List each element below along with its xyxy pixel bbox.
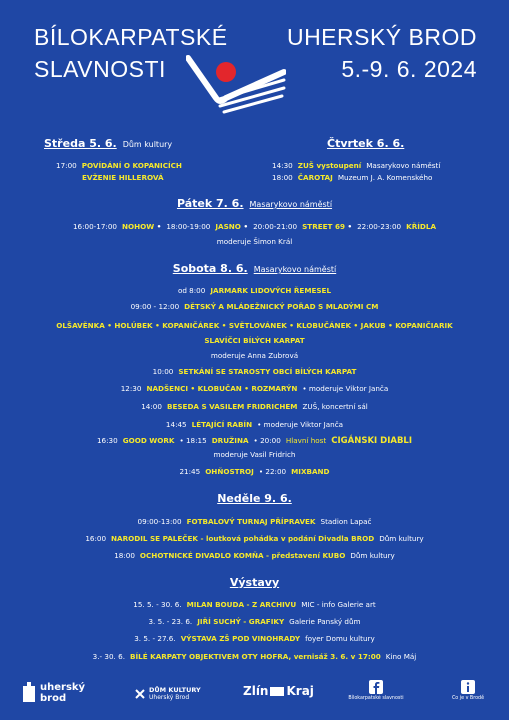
thursday-row-2 xyxy=(272,173,432,183)
event-name: NOHOW xyxy=(122,222,155,231)
event-name: BESEDA S VASILEM FRIDRICHEM xyxy=(166,402,298,411)
section-saturday xyxy=(0,262,509,275)
event-name: ČAROTAJ xyxy=(297,173,333,182)
facebook-icon xyxy=(369,680,383,694)
saturday-row-10 xyxy=(0,436,509,446)
event-time: 16:00 xyxy=(85,534,107,543)
friday-title: Pátek 7. 6. xyxy=(176,197,244,210)
wednesday-venue: Dům kultury xyxy=(122,140,173,149)
moderator-text: • moderuje Viktor Janča xyxy=(257,420,344,429)
saturday-row-3 xyxy=(0,321,509,331)
wednesday-row-1 xyxy=(56,161,182,171)
logo-zlinsky-kraj[interactable] xyxy=(243,684,314,698)
event-name: DĚTSKÝ A MLÁDEŽNICKÝ POŘAD S MLADÝMI CM xyxy=(184,302,379,311)
friday-venue: Masarykovo náměstí xyxy=(249,200,333,209)
exhibition-row-1 xyxy=(0,600,509,610)
logo-text: Zlín xyxy=(243,684,269,698)
event-venue: foyer Domu kultury xyxy=(305,634,375,643)
event-time: 3.- 30. 6. xyxy=(92,652,125,661)
event-name: STREET 69 xyxy=(302,222,345,231)
event-name: POVÍDÁNÍ O KOPANICÍCH xyxy=(81,161,182,170)
exhibition-row-4 xyxy=(0,652,509,662)
logo-text: uherský xyxy=(40,682,86,693)
event-name: VÝSTAVA ZŠ POD VINOHRADY xyxy=(180,634,301,643)
moderator-text: moderuje Šimon Král xyxy=(216,237,293,246)
event-time: 14:00 xyxy=(141,402,162,411)
event-name: OLŠAVĚNKA • HOLÚBEK • KOPANIČÁREK • SVĚTLOVÁNEK • KLOBUČÁNEK • JAKUB • KOPANIČIARIK xyxy=(56,321,453,330)
saturday-row-6 xyxy=(0,367,509,377)
headliner-label: Hlavní host xyxy=(285,436,327,445)
event-name: JARMARK LIDOVÝCH ŘEMESEL xyxy=(210,286,332,295)
event-venue: Dům kultury xyxy=(379,534,424,543)
event-time: 3. 5. - 27.6. xyxy=(134,634,176,643)
event-time: 16:00-17:00 xyxy=(72,222,117,231)
saturday-venue: Masarykovo náměstí xyxy=(253,265,337,274)
event-time: 14:45 xyxy=(165,420,187,429)
event-venue: Dům kultury xyxy=(350,551,395,560)
logo-text: Uherský Brod xyxy=(149,694,190,701)
event-venue: Masarykovo náměstí xyxy=(366,161,441,170)
event-venue: Muzeum J. A. Komenského xyxy=(337,173,433,182)
date-range: 5.-9. 6. 2024 xyxy=(341,56,477,82)
thursday-title: Čtvrtek 6. 6. xyxy=(327,137,405,150)
section-friday xyxy=(0,197,509,210)
event-name: OHŇOSTROJ xyxy=(205,467,254,476)
event-name: SETKÁNÍ SE STAROSTY OBCÍ BÍLÝCH KARPAT xyxy=(178,367,357,376)
event-venue: MIC - info Galerie art xyxy=(301,600,376,609)
sunday-row-1 xyxy=(0,517,509,527)
event-name: JASNO xyxy=(215,222,241,231)
logo-uhersky-brod[interactable] xyxy=(22,682,85,704)
event-name: BÍLÉ KARPATY OBJEKTIVEM OTY HOFRA, vernisáž 3. 6. v 17:00 xyxy=(130,652,381,661)
logo-dum-kultury[interactable] xyxy=(135,686,201,702)
friday-moderator xyxy=(0,237,509,247)
event-name: SLAVÍČCI BÍLÝCH KARPAT xyxy=(204,336,305,345)
info-icon xyxy=(461,680,475,694)
saturday-row-9 xyxy=(0,420,509,430)
saturday-row-12 xyxy=(0,467,509,477)
saturday-title: Sobota 8. 6. xyxy=(172,262,248,275)
event-name: MIXBAND xyxy=(291,467,330,476)
zlin-badge-icon xyxy=(270,687,284,696)
event-time: 10:00 xyxy=(152,367,174,376)
sunday-title: Neděle 9. 6. xyxy=(217,492,292,505)
sunday-row-2 xyxy=(0,534,509,544)
moderator-text: moderuje Vasil Fridrich xyxy=(213,450,296,459)
place-title: UHERSKÝ BROD xyxy=(286,24,477,50)
event-time: 15. 5. - 30. 6. xyxy=(133,600,182,609)
event-time: 20:00-21:00 xyxy=(253,222,298,231)
footer-logos xyxy=(0,678,509,718)
event-name: NARODIL SE PALEČEK - loutková pohádka v podání Divadla BROD xyxy=(111,534,375,543)
event-time: 22:00-23:00 xyxy=(357,222,402,231)
event-time: 18:00 xyxy=(114,551,135,560)
event-time: 16:30 xyxy=(96,436,118,445)
event-name: LÉTAJÍCÍ RABÍN xyxy=(191,420,253,429)
event-time: • 22:00 xyxy=(258,467,287,476)
saturday-row-11 xyxy=(0,450,509,460)
event-time: 17:00 xyxy=(56,161,77,170)
saturday-row-1 xyxy=(0,286,509,296)
saturday-row-5 xyxy=(0,351,509,361)
event-time: • 18:15 xyxy=(179,436,207,445)
title-line-1: BÍLOKARPATSKÉ xyxy=(34,24,228,50)
event-time: 09:00-13:00 xyxy=(137,517,182,526)
event-time: 3. 5. - 23. 6. xyxy=(148,617,193,626)
exhibitions-title: Výstavy xyxy=(229,576,280,589)
title-line-2: SLAVNOSTI xyxy=(34,56,166,82)
event-time: 14:30 xyxy=(272,161,293,170)
saturday-row-8 xyxy=(0,402,509,412)
saturday-row-7 xyxy=(0,384,509,394)
event-name: FOTBALOVÝ TURNAJ PŘÍPRAVEK xyxy=(186,517,316,526)
event-time: 09:00 - 12:00 xyxy=(130,302,180,311)
event-name: ZUŠ vystoupení xyxy=(297,161,362,170)
logo-text: Co je v Brodě xyxy=(451,696,485,701)
event-name: NADŠENCI • KLOBUČAN • ROZMARÝN xyxy=(146,384,298,393)
logo-info[interactable] xyxy=(446,680,490,701)
event-name: GOOD WORK xyxy=(122,436,175,445)
event-venue: Kino Máj xyxy=(385,652,417,661)
headliner-name: CIGÁNSKI DIABLI xyxy=(331,436,413,446)
event-time: od 8:00 xyxy=(177,286,206,295)
section-thursday xyxy=(327,137,404,150)
exhibition-row-3 xyxy=(0,634,509,644)
uhersky-brod-logo-icon xyxy=(22,682,36,704)
logo-text: Kraj xyxy=(286,684,314,698)
event-time: 21:45 xyxy=(179,467,201,476)
section-sunday xyxy=(0,492,509,505)
event-venue: Stadion Lapač xyxy=(320,517,372,526)
saturday-row-4 xyxy=(0,336,509,346)
event-name: DRUŽINA xyxy=(211,436,249,445)
section-exhibitions xyxy=(0,576,509,589)
event-name: KŘÍDLA xyxy=(406,222,437,231)
dum-kultury-logo-icon xyxy=(135,689,145,699)
friday-row-1: 16:00-17:00 NOHOW • 18:00-19:00 JASNO • 20:00-21:00 STREET 69 • 22:00-23:00 KŘÍDLA xyxy=(72,222,437,231)
event-name: MILAN BOUDA - Z ARCHIVU xyxy=(186,600,297,609)
moderator-text: • moderuje Viktor Janča xyxy=(302,384,389,393)
logo-text: Bílokarpatské slavnosti xyxy=(348,696,404,701)
event-time: 18:00 xyxy=(272,173,293,182)
wednesday-title: Středa 5. 6. xyxy=(44,137,117,150)
thursday-row-1 xyxy=(272,161,440,171)
moderator-text: moderuje Anna Zubrová xyxy=(210,351,299,360)
event-name: JIŘÍ SUCHÝ - GRAFIKY xyxy=(197,617,285,626)
festival-logo-icon xyxy=(186,52,286,122)
section-wednesday xyxy=(44,137,172,150)
event-venue: ZUŠ, koncertní sál xyxy=(302,402,368,411)
event-time: 12:30 xyxy=(120,384,142,393)
event-time: 18:00-19:00 xyxy=(166,222,211,231)
event-time: • 20:00 xyxy=(253,436,281,445)
event-name: OCHOTNICKÉ DIVADLO KOMŇA - představení KUBO xyxy=(139,551,346,560)
saturday-row-2 xyxy=(0,302,509,312)
exhibition-row-2 xyxy=(0,617,509,627)
logo-text: brod xyxy=(40,693,67,704)
logo-text: DŮM KULTURY xyxy=(149,686,201,694)
event-venue: Galerie Panský dům xyxy=(289,617,361,626)
logo-facebook[interactable] xyxy=(336,680,416,701)
sunday-row-3 xyxy=(0,551,509,561)
wednesday-row-2 xyxy=(82,173,164,183)
event-name: EVŽENIE HILLEROVÁ xyxy=(82,173,164,182)
